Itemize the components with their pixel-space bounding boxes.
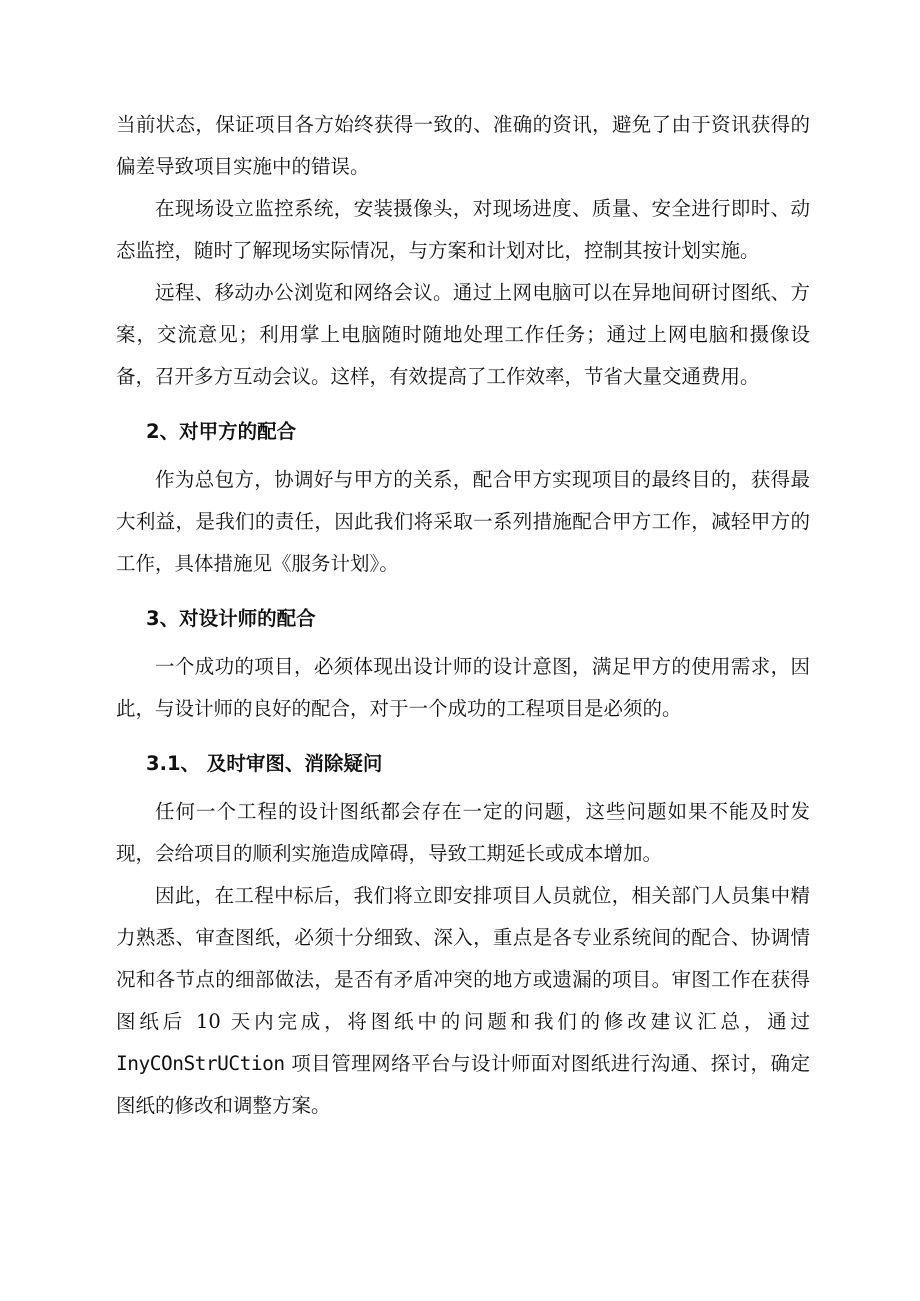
paragraph-review-process [116,875,810,1127]
document-page [116,104,810,1127]
heading-designer-cooperation: 3、对设计师的配合 [146,607,316,630]
paragraph-designer-cooperation: 一个成功的项目，必须体现出设计师的设计意图，满足甲方的使用需求，因此，与设计师的良好的配合，对于一个成功的工程项目是必须的。 [116,655,810,720]
paragraph-remote-office: 远程、移动办公浏览和网络会议。通过上网电脑可以在异地间研讨图纸、方案，交流意见；利用掌上电脑随时随地处理工作任务；通过上网电脑和摄像设备，召开多方互动会议。这样，有效提高了工作效率，节省大量交通费用。 [116,281,810,388]
heading-client-cooperation: 2、对甲方的配合 [146,420,297,443]
heading-drawing-review: 3.1、 及时审图、消除疑问 [146,752,383,775]
review-process-text: 因此，在工程中标后，我们将立即安排项目人员就位，相关部门人员集中精力熟悉、审查图纸，必须十分细致、深入，重点是各专业系统间的配合、协调情况和各节点的细部做法，是否有矛盾冲突的地方或遗漏的项目。审图工作在获得图纸后 10 天内完成，将图纸中的问题和我们的修改建议汇总，通过 [116,884,810,1033]
platform-name: InyCOnStrUCtion [116,1052,285,1075]
paragraph-status-info: 当前状态，保证项目各方始终获得一致的、准确的资讯，避免了由于资讯获得的偏差导致项目实施中的错误。 [116,113,810,178]
paragraph-monitoring: 在现场设立监控系统，安装摄像头，对现场进度、质量、安全进行即时、动态监控，随时了解现场实际情况，与方案和计划对比，控制其按计划实施。 [116,197,810,262]
paragraph-client-cooperation: 作为总包方，协调好与甲方的关系，配合甲方实现项目的最终目的，获得最大利益，是我们的责任，因此我们将采取一系列措施配合甲方工作，减轻甲方的工作，具体措施见《服务计划》。 [116,468,810,575]
review-process-text-end: 项目管理网络平台与设计师面对图纸进行沟通、探讨，确定图纸的修改和调整方案。 [116,1052,810,1117]
paragraph-drawing-issues: 任何一个工程的设计图纸都会存在一定的问题，这些问题如果不能及时发现，会给项目的顺利实施造成障碍，导致工期延长或成本增加。 [116,800,810,865]
